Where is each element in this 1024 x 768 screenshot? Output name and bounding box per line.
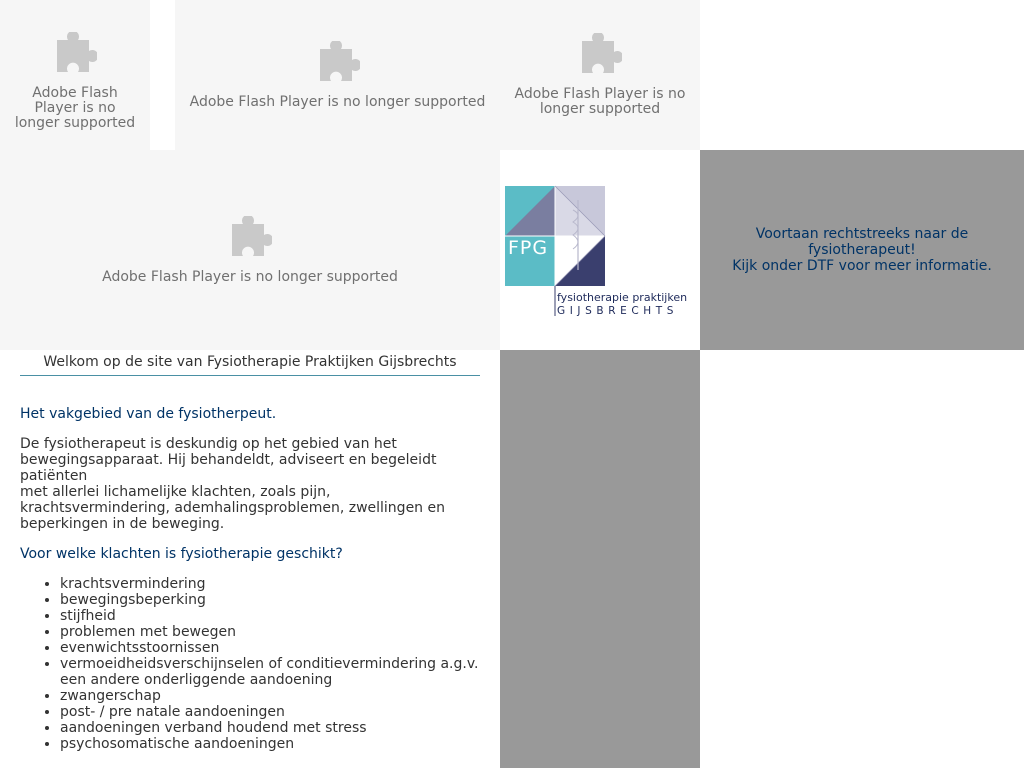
section-heading-complaints: Voor welke klachten is fysiotherapie geschikt? (20, 546, 343, 562)
fpg-logo (500, 150, 700, 350)
main-content (20, 350, 480, 768)
intro-paragraph-1: De fysiotherapeut is deskundig op het gebied van het bewegingsapparaat. Hij behandeldt, adviseert en begeleidt patiënten (20, 436, 437, 484)
flash-message: Adobe Flash Player is no longer supported (14, 84, 136, 131)
complaints-list (20, 576, 480, 752)
announcement-line-3: Kijk onder DTF voor meer informatie. (732, 258, 992, 274)
intro-paragraph-2: met allerlei lichamelijke klachten, zoals pijn, krachtsvermindering, ademhalingsproblemen, zwellingen en beperkingen in de beweging. (20, 484, 445, 532)
puzzle-piece-icon (53, 32, 97, 76)
flash-placeholder-top-left (0, 0, 150, 150)
section-heading-field: Het vakgebied van de fysiotherpeut. (20, 406, 277, 422)
flash-message: Adobe Flash Player is no longer supported (189, 93, 486, 110)
list-item: • bewegingsbeperking (60, 592, 480, 608)
puzzle-piece-icon (316, 41, 360, 85)
list-item: • aandoeningen verband houdend met stress (60, 720, 480, 736)
flash-message: Adobe Flash Player is no longer supported (514, 86, 686, 117)
announcement-line-1: Voortaan rechtstreeks naar de (755, 226, 969, 242)
list-item: • evenwichtsstoornissen (60, 640, 480, 656)
logo-line1: fysiotherapie praktijken (557, 291, 688, 304)
welcome-title: Welkom op de site van Fysiotherapie Praktijken Gijsbrechts (20, 354, 480, 376)
list-item: • stijfheid (60, 608, 480, 624)
flash-placeholder-top-right (500, 0, 700, 150)
list-item: • post- / pre natale aandoeningen (60, 704, 480, 720)
flash-message: Adobe Flash Player is no longer supported (102, 268, 398, 285)
flash-placeholder-banner (0, 150, 500, 350)
logo-area (500, 150, 700, 350)
list-item: • problemen met bewegen (60, 624, 480, 640)
side-column (500, 350, 700, 768)
puzzle-piece-icon (228, 216, 272, 260)
logo-abbr: FPG (508, 237, 549, 259)
list-item: • zwangerschap (60, 688, 480, 704)
puzzle-piece-icon (578, 33, 622, 77)
list-item: • psychosomatische aandoeningen (60, 736, 480, 752)
announcement-line-2: fysiotherapeut! (808, 242, 916, 258)
announcement-panel (700, 150, 1024, 350)
logo-line2: GIJSBRECHTS (557, 305, 679, 317)
list-item: • vermoeidheidsverschijnselen of conditievermindering a.g.v. een andere onderliggende aandoening (60, 656, 480, 688)
flash-placeholder-top-middle (175, 0, 500, 150)
list-item: • krachtsvermindering (60, 576, 480, 592)
